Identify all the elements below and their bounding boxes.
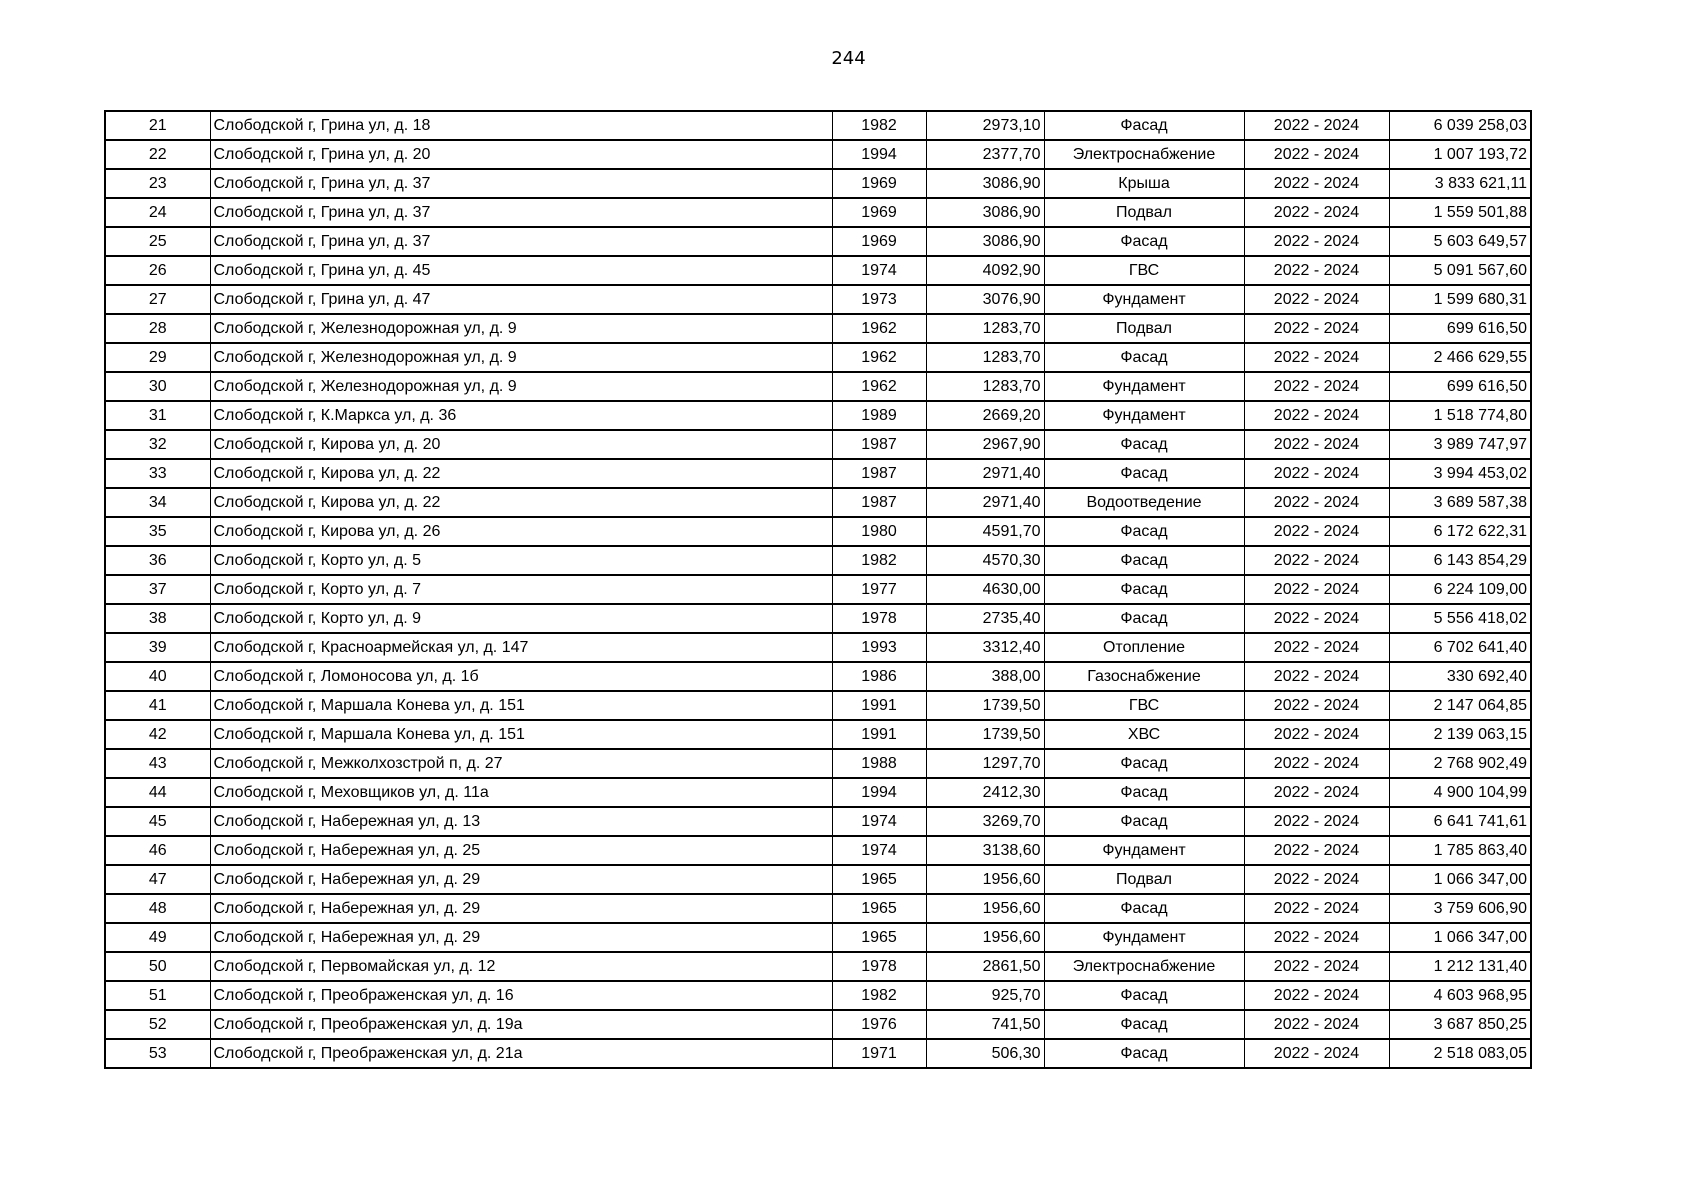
work-type-cell: Фасад [1044,894,1244,923]
year-cell: 1994 [832,778,926,807]
period-cell: 2022 - 2024 [1244,633,1389,662]
row-number: 51 [105,981,210,1010]
period-cell: 2022 - 2024 [1244,227,1389,256]
table-row [105,198,1531,227]
address-cell: Слободской г, Меховщиков ул, д. 11а [210,778,832,807]
cost-cell: 1 066 347,00 [1389,865,1531,894]
period-cell: 2022 - 2024 [1244,952,1389,981]
work-type-cell: Фасад [1044,807,1244,836]
row-number: 44 [105,778,210,807]
table-row [105,488,1531,517]
period-cell: 2022 - 2024 [1244,778,1389,807]
row-number: 45 [105,807,210,836]
cost-cell: 3 687 850,25 [1389,1010,1531,1039]
year-cell: 1989 [832,401,926,430]
year-cell: 1987 [832,459,926,488]
cost-cell: 1 599 680,31 [1389,285,1531,314]
area-cell: 2861,50 [926,952,1044,981]
table-row [105,981,1531,1010]
area-cell: 2971,40 [926,459,1044,488]
cost-cell: 5 091 567,60 [1389,256,1531,285]
year-cell: 1982 [832,981,926,1010]
table-row [105,923,1531,952]
address-cell: Слободской г, Межколхозстрой п, д. 27 [210,749,832,778]
address-cell: Слободской г, К.Маркса ул, д. 36 [210,401,832,430]
row-number: 37 [105,575,210,604]
table-row [105,952,1531,981]
row-number: 29 [105,343,210,372]
work-type-cell: ХВС [1044,720,1244,749]
address-cell: Слободской г, Железнодорожная ул, д. 9 [210,372,832,401]
work-type-cell: Электроснабжение [1044,952,1244,981]
cost-cell: 6 172 622,31 [1389,517,1531,546]
year-cell: 1978 [832,604,926,633]
year-cell: 1976 [832,1010,926,1039]
work-type-cell: Фундамент [1044,923,1244,952]
address-cell: Слободской г, Корто ул, д. 5 [210,546,832,575]
table-row [105,169,1531,198]
period-cell: 2022 - 2024 [1244,894,1389,923]
table-row [105,546,1531,575]
area-cell: 1956,60 [926,894,1044,923]
work-type-cell: Фундамент [1044,401,1244,430]
work-type-cell: Фасад [1044,749,1244,778]
year-cell: 1965 [832,865,926,894]
table-row [105,1039,1531,1068]
work-type-cell: ГВС [1044,691,1244,720]
period-cell: 2022 - 2024 [1244,575,1389,604]
cost-cell: 1 212 131,40 [1389,952,1531,981]
cost-cell: 1 518 774,80 [1389,401,1531,430]
work-type-cell: Фасад [1044,1010,1244,1039]
address-cell: Слободской г, Грина ул, д. 45 [210,256,832,285]
table-row [105,285,1531,314]
period-cell: 2022 - 2024 [1244,662,1389,691]
row-number: 40 [105,662,210,691]
table-row [105,575,1531,604]
year-cell: 1994 [832,140,926,169]
cost-cell: 4 603 968,95 [1389,981,1531,1010]
cost-cell: 6 143 854,29 [1389,546,1531,575]
year-cell: 1962 [832,372,926,401]
cost-cell: 2 147 064,85 [1389,691,1531,720]
address-cell: Слободской г, Корто ул, д. 9 [210,604,832,633]
table-row [105,140,1531,169]
row-number: 27 [105,285,210,314]
year-cell: 1988 [832,749,926,778]
period-cell: 2022 - 2024 [1244,169,1389,198]
work-type-cell: Крыша [1044,169,1244,198]
address-cell: Слободской г, Набережная ул, д. 29 [210,923,832,952]
row-number: 50 [105,952,210,981]
work-type-cell: Газоснабжение [1044,662,1244,691]
period-cell: 2022 - 2024 [1244,836,1389,865]
table-row [105,343,1531,372]
area-cell: 3086,90 [926,227,1044,256]
area-cell: 2412,30 [926,778,1044,807]
area-cell: 4630,00 [926,575,1044,604]
area-cell: 1956,60 [926,923,1044,952]
work-type-cell: Подвал [1044,314,1244,343]
address-cell: Слободской г, Грина ул, д. 37 [210,198,832,227]
cost-cell: 1 785 863,40 [1389,836,1531,865]
cost-cell: 3 689 587,38 [1389,488,1531,517]
row-number: 35 [105,517,210,546]
year-cell: 1980 [832,517,926,546]
row-number: 33 [105,459,210,488]
area-cell: 3076,90 [926,285,1044,314]
period-cell: 2022 - 2024 [1244,256,1389,285]
period-cell: 2022 - 2024 [1244,1039,1389,1068]
table-row [105,778,1531,807]
row-number: 24 [105,198,210,227]
table-row [105,227,1531,256]
year-cell: 1973 [832,285,926,314]
cost-cell: 6 702 641,40 [1389,633,1531,662]
row-number: 41 [105,691,210,720]
area-cell: 2377,70 [926,140,1044,169]
cost-cell: 3 989 747,97 [1389,430,1531,459]
table-row [105,111,1531,140]
address-cell: Слободской г, Грина ул, д. 18 [210,111,832,140]
area-cell: 1283,70 [926,343,1044,372]
period-cell: 2022 - 2024 [1244,604,1389,633]
work-type-cell: Фасад [1044,604,1244,633]
table-row [105,256,1531,285]
area-cell: 2669,20 [926,401,1044,430]
cost-cell: 1 066 347,00 [1389,923,1531,952]
table-row [105,662,1531,691]
period-cell: 2022 - 2024 [1244,488,1389,517]
work-type-cell: Фасад [1044,778,1244,807]
period-cell: 2022 - 2024 [1244,981,1389,1010]
year-cell: 1962 [832,314,926,343]
year-cell: 1969 [832,169,926,198]
address-cell: Слободской г, Железнодорожная ул, д. 9 [210,314,832,343]
address-cell: Слободской г, Кирова ул, д. 22 [210,459,832,488]
year-cell: 1991 [832,720,926,749]
area-cell: 2971,40 [926,488,1044,517]
period-cell: 2022 - 2024 [1244,807,1389,836]
area-cell: 1956,60 [926,865,1044,894]
address-cell: Слободской г, Железнодорожная ул, д. 9 [210,343,832,372]
area-cell: 1283,70 [926,372,1044,401]
address-cell: Слободской г, Кирова ул, д. 22 [210,488,832,517]
repair-schedule-table [104,110,1532,1069]
table-row [105,807,1531,836]
area-cell: 4092,90 [926,256,1044,285]
row-number: 31 [105,401,210,430]
cost-cell: 6 641 741,61 [1389,807,1531,836]
period-cell: 2022 - 2024 [1244,691,1389,720]
year-cell: 1987 [832,430,926,459]
work-type-cell: Фасад [1044,546,1244,575]
row-number: 36 [105,546,210,575]
area-cell: 1283,70 [926,314,1044,343]
row-number: 39 [105,633,210,662]
address-cell: Слободской г, Набережная ул, д. 13 [210,807,832,836]
period-cell: 2022 - 2024 [1244,546,1389,575]
table-row [105,517,1531,546]
year-cell: 1971 [832,1039,926,1068]
cost-cell: 2 518 083,05 [1389,1039,1531,1068]
address-cell: Слободской г, Преображенская ул, д. 16 [210,981,832,1010]
area-cell: 4591,70 [926,517,1044,546]
work-type-cell: Фасад [1044,981,1244,1010]
period-cell: 2022 - 2024 [1244,343,1389,372]
page-number: 244 [831,48,866,69]
area-cell: 3269,70 [926,807,1044,836]
work-type-cell: Фасад [1044,430,1244,459]
period-cell: 2022 - 2024 [1244,430,1389,459]
area-cell: 506,30 [926,1039,1044,1068]
row-number: 47 [105,865,210,894]
area-cell: 2735,40 [926,604,1044,633]
cost-cell: 699 616,50 [1389,372,1531,401]
area-cell: 3312,40 [926,633,1044,662]
cost-cell: 2 139 063,15 [1389,720,1531,749]
period-cell: 2022 - 2024 [1244,401,1389,430]
area-cell: 1297,70 [926,749,1044,778]
period-cell: 2022 - 2024 [1244,111,1389,140]
area-cell: 925,70 [926,981,1044,1010]
work-type-cell: Фасад [1044,517,1244,546]
period-cell: 2022 - 2024 [1244,459,1389,488]
row-number: 52 [105,1010,210,1039]
cost-cell: 1 559 501,88 [1389,198,1531,227]
address-cell: Слободской г, Корто ул, д. 7 [210,575,832,604]
area-cell: 741,50 [926,1010,1044,1039]
period-cell: 2022 - 2024 [1244,140,1389,169]
area-cell: 2967,90 [926,430,1044,459]
year-cell: 1977 [832,575,926,604]
address-cell: Слободской г, Первомайская ул, д. 12 [210,952,832,981]
work-type-cell: ГВС [1044,256,1244,285]
area-cell: 4570,30 [926,546,1044,575]
work-type-cell: Фундамент [1044,285,1244,314]
work-type-cell: Электроснабжение [1044,140,1244,169]
cost-cell: 6 224 109,00 [1389,575,1531,604]
work-type-cell: Фундамент [1044,836,1244,865]
row-number: 21 [105,111,210,140]
cost-cell: 2 466 629,55 [1389,343,1531,372]
address-cell: Слободской г, Кирова ул, д. 26 [210,517,832,546]
cost-cell: 5 603 649,57 [1389,227,1531,256]
row-number: 53 [105,1039,210,1068]
year-cell: 1974 [832,256,926,285]
work-type-cell: Подвал [1044,198,1244,227]
row-number: 38 [105,604,210,633]
row-number: 23 [105,169,210,198]
area-cell: 3138,60 [926,836,1044,865]
period-cell: 2022 - 2024 [1244,1010,1389,1039]
year-cell: 1965 [832,894,926,923]
row-number: 30 [105,372,210,401]
cost-cell: 2 768 902,49 [1389,749,1531,778]
address-cell: Слободской г, Набережная ул, д. 29 [210,894,832,923]
work-type-cell: Фасад [1044,575,1244,604]
area-cell: 1739,50 [926,720,1044,749]
period-cell: 2022 - 2024 [1244,517,1389,546]
cost-cell: 1 007 193,72 [1389,140,1531,169]
table-row [105,894,1531,923]
cost-cell: 4 900 104,99 [1389,778,1531,807]
address-cell: Слободской г, Преображенская ул, д. 21а [210,1039,832,1068]
address-cell: Слободской г, Грина ул, д. 47 [210,285,832,314]
work-type-cell: Фасад [1044,111,1244,140]
cost-cell: 699 616,50 [1389,314,1531,343]
row-number: 22 [105,140,210,169]
period-cell: 2022 - 2024 [1244,865,1389,894]
work-type-cell: Фасад [1044,1039,1244,1068]
address-cell: Слободской г, Набережная ул, д. 29 [210,865,832,894]
cost-cell: 3 994 453,02 [1389,459,1531,488]
address-cell: Слободской г, Грина ул, д. 37 [210,169,832,198]
period-cell: 2022 - 2024 [1244,923,1389,952]
row-number: 34 [105,488,210,517]
table-row [105,1010,1531,1039]
year-cell: 1969 [832,227,926,256]
area-cell: 1739,50 [926,691,1044,720]
work-type-cell: Отопление [1044,633,1244,662]
table-row [105,749,1531,778]
table-row [105,401,1531,430]
area-cell: 2973,10 [926,111,1044,140]
period-cell: 2022 - 2024 [1244,198,1389,227]
cost-cell: 6 039 258,03 [1389,111,1531,140]
period-cell: 2022 - 2024 [1244,749,1389,778]
row-number: 43 [105,749,210,778]
period-cell: 2022 - 2024 [1244,720,1389,749]
area-cell: 3086,90 [926,169,1044,198]
year-cell: 1974 [832,836,926,865]
work-type-cell: Водоотведение [1044,488,1244,517]
table-row [105,633,1531,662]
table-row [105,459,1531,488]
address-cell: Слободской г, Кирова ул, д. 20 [210,430,832,459]
table-row [105,604,1531,633]
year-cell: 1965 [832,923,926,952]
work-type-cell: Фасад [1044,459,1244,488]
year-cell: 1986 [832,662,926,691]
row-number: 26 [105,256,210,285]
year-cell: 1962 [832,343,926,372]
period-cell: 2022 - 2024 [1244,372,1389,401]
row-number: 32 [105,430,210,459]
work-type-cell: Подвал [1044,865,1244,894]
address-cell: Слободской г, Грина ул, д. 20 [210,140,832,169]
address-cell: Слободской г, Ломоносова ул, д. 1б [210,662,832,691]
address-cell: Слободской г, Маршала Конева ул, д. 151 [210,691,832,720]
row-number: 48 [105,894,210,923]
period-cell: 2022 - 2024 [1244,314,1389,343]
row-number: 46 [105,836,210,865]
table-row [105,691,1531,720]
year-cell: 1987 [832,488,926,517]
work-type-cell: Фундамент [1044,372,1244,401]
address-cell: Слободской г, Маршала Конева ул, д. 151 [210,720,832,749]
table-row [105,836,1531,865]
period-cell: 2022 - 2024 [1244,285,1389,314]
table-row [105,314,1531,343]
area-cell: 388,00 [926,662,1044,691]
table-row [105,865,1531,894]
address-cell: Слободской г, Красноармейская ул, д. 147 [210,633,832,662]
address-cell: Слободской г, Набережная ул, д. 25 [210,836,832,865]
work-type-cell: Фасад [1044,227,1244,256]
year-cell: 1969 [832,198,926,227]
work-type-cell: Фасад [1044,343,1244,372]
year-cell: 1978 [832,952,926,981]
year-cell: 1982 [832,546,926,575]
year-cell: 1991 [832,691,926,720]
cost-cell: 3 833 621,11 [1389,169,1531,198]
table-body [105,111,1531,1068]
row-number: 42 [105,720,210,749]
table-row [105,720,1531,749]
area-cell: 3086,90 [926,198,1044,227]
row-number: 28 [105,314,210,343]
table-row [105,372,1531,401]
table-row [105,430,1531,459]
address-cell: Слободской г, Преображенская ул, д. 19а [210,1010,832,1039]
cost-cell: 5 556 418,02 [1389,604,1531,633]
row-number: 25 [105,227,210,256]
cost-cell: 3 759 606,90 [1389,894,1531,923]
year-cell: 1982 [832,111,926,140]
address-cell: Слободской г, Грина ул, д. 37 [210,227,832,256]
year-cell: 1993 [832,633,926,662]
row-number: 49 [105,923,210,952]
cost-cell: 330 692,40 [1389,662,1531,691]
year-cell: 1974 [832,807,926,836]
